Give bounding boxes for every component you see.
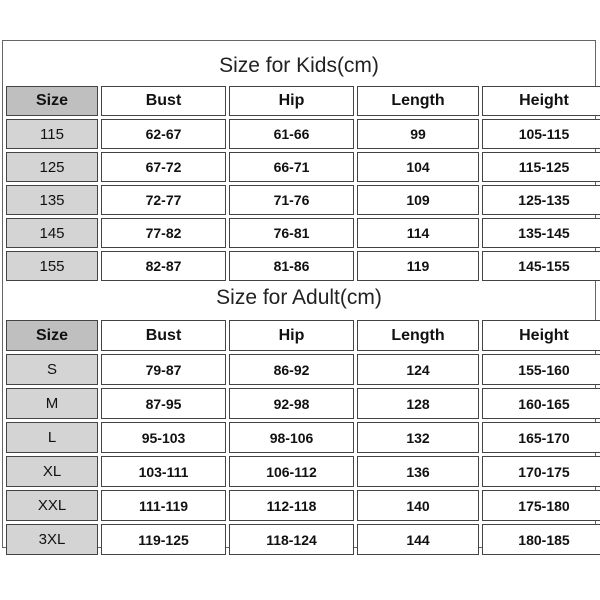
table-row: [6, 388, 600, 419]
size-cell: S: [6, 354, 98, 385]
hip-cell: 86-92: [229, 354, 354, 385]
table-row: [6, 490, 600, 521]
kids-header-hip: Hip: [229, 86, 354, 116]
table-row: [6, 354, 600, 385]
kids-header-height: Height: [482, 86, 600, 116]
adult-size-title: Size for Adult(cm): [216, 286, 382, 309]
hip-cell: 71-76: [229, 185, 354, 215]
height-cell: 155-160: [482, 354, 600, 385]
kids-header-bust: Bust: [101, 86, 226, 116]
length-cell: 119: [357, 251, 479, 281]
length-cell: 128: [357, 388, 479, 419]
table-row: [6, 152, 600, 182]
hip-cell: 98-106: [229, 422, 354, 453]
size-cell: L: [6, 422, 98, 453]
length-cell: 136: [357, 456, 479, 487]
bust-cell: 95-103: [101, 422, 226, 453]
length-cell: 99: [357, 119, 479, 149]
hip-cell: 81-86: [229, 251, 354, 281]
size-chart: [2, 40, 596, 548]
size-cell: 135: [6, 185, 98, 215]
table-row: [6, 218, 600, 248]
height-cell: 115-125: [482, 152, 600, 182]
bust-cell: 87-95: [101, 388, 226, 419]
table-row: [6, 456, 600, 487]
size-cell: 125: [6, 152, 98, 182]
hip-cell: 76-81: [229, 218, 354, 248]
kids-header-length: Length: [357, 86, 479, 116]
bust-cell: 77-82: [101, 218, 226, 248]
bust-cell: 103-111: [101, 456, 226, 487]
table-row: [6, 251, 600, 281]
height-cell: 145-155: [482, 251, 600, 281]
length-cell: 114: [357, 218, 479, 248]
hip-cell: 106-112: [229, 456, 354, 487]
kids-header-row: [6, 86, 600, 116]
adult-header-length: Length: [357, 320, 479, 351]
height-cell: 125-135: [482, 185, 600, 215]
height-cell: 160-165: [482, 388, 600, 419]
height-cell: 175-180: [482, 490, 600, 521]
height-cell: 180-185: [482, 524, 600, 555]
size-cell: XXL: [6, 490, 98, 521]
hip-cell: 92-98: [229, 388, 354, 419]
size-cell: M: [6, 388, 98, 419]
bust-cell: 79-87: [101, 354, 226, 385]
hip-cell: 118-124: [229, 524, 354, 555]
height-cell: 170-175: [482, 456, 600, 487]
adult-header-height: Height: [482, 320, 600, 351]
bust-cell: 67-72: [101, 152, 226, 182]
height-cell: 165-170: [482, 422, 600, 453]
table-row: [6, 422, 600, 453]
length-cell: 124: [357, 354, 479, 385]
kids-header-size: Size: [6, 86, 98, 116]
adult-size-table: [3, 317, 600, 558]
bust-cell: 82-87: [101, 251, 226, 281]
bust-cell: 72-77: [101, 185, 226, 215]
length-cell: 109: [357, 185, 479, 215]
size-cell: 145: [6, 218, 98, 248]
length-cell: 132: [357, 422, 479, 453]
adult-header-bust: Bust: [101, 320, 226, 351]
bust-cell: 62-67: [101, 119, 226, 149]
bust-cell: 119-125: [101, 524, 226, 555]
adult-header-hip: Hip: [229, 320, 354, 351]
length-cell: 104: [357, 152, 479, 182]
height-cell: 105-115: [482, 119, 600, 149]
length-cell: 144: [357, 524, 479, 555]
size-cell: 155: [6, 251, 98, 281]
table-row: [6, 119, 600, 149]
size-cell: XL: [6, 456, 98, 487]
hip-cell: 112-118: [229, 490, 354, 521]
adult-header-size: Size: [6, 320, 98, 351]
height-cell: 135-145: [482, 218, 600, 248]
kids-size-table: [3, 83, 600, 284]
size-cell: 3XL: [6, 524, 98, 555]
hip-cell: 61-66: [229, 119, 354, 149]
bust-cell: 111-119: [101, 490, 226, 521]
size-cell: 115: [6, 119, 98, 149]
table-row: [6, 185, 600, 215]
hip-cell: 66-71: [229, 152, 354, 182]
kids-size-title: Size for Kids(cm): [219, 54, 379, 77]
table-row: [6, 524, 600, 555]
adult-header-row: [6, 320, 600, 351]
length-cell: 140: [357, 490, 479, 521]
